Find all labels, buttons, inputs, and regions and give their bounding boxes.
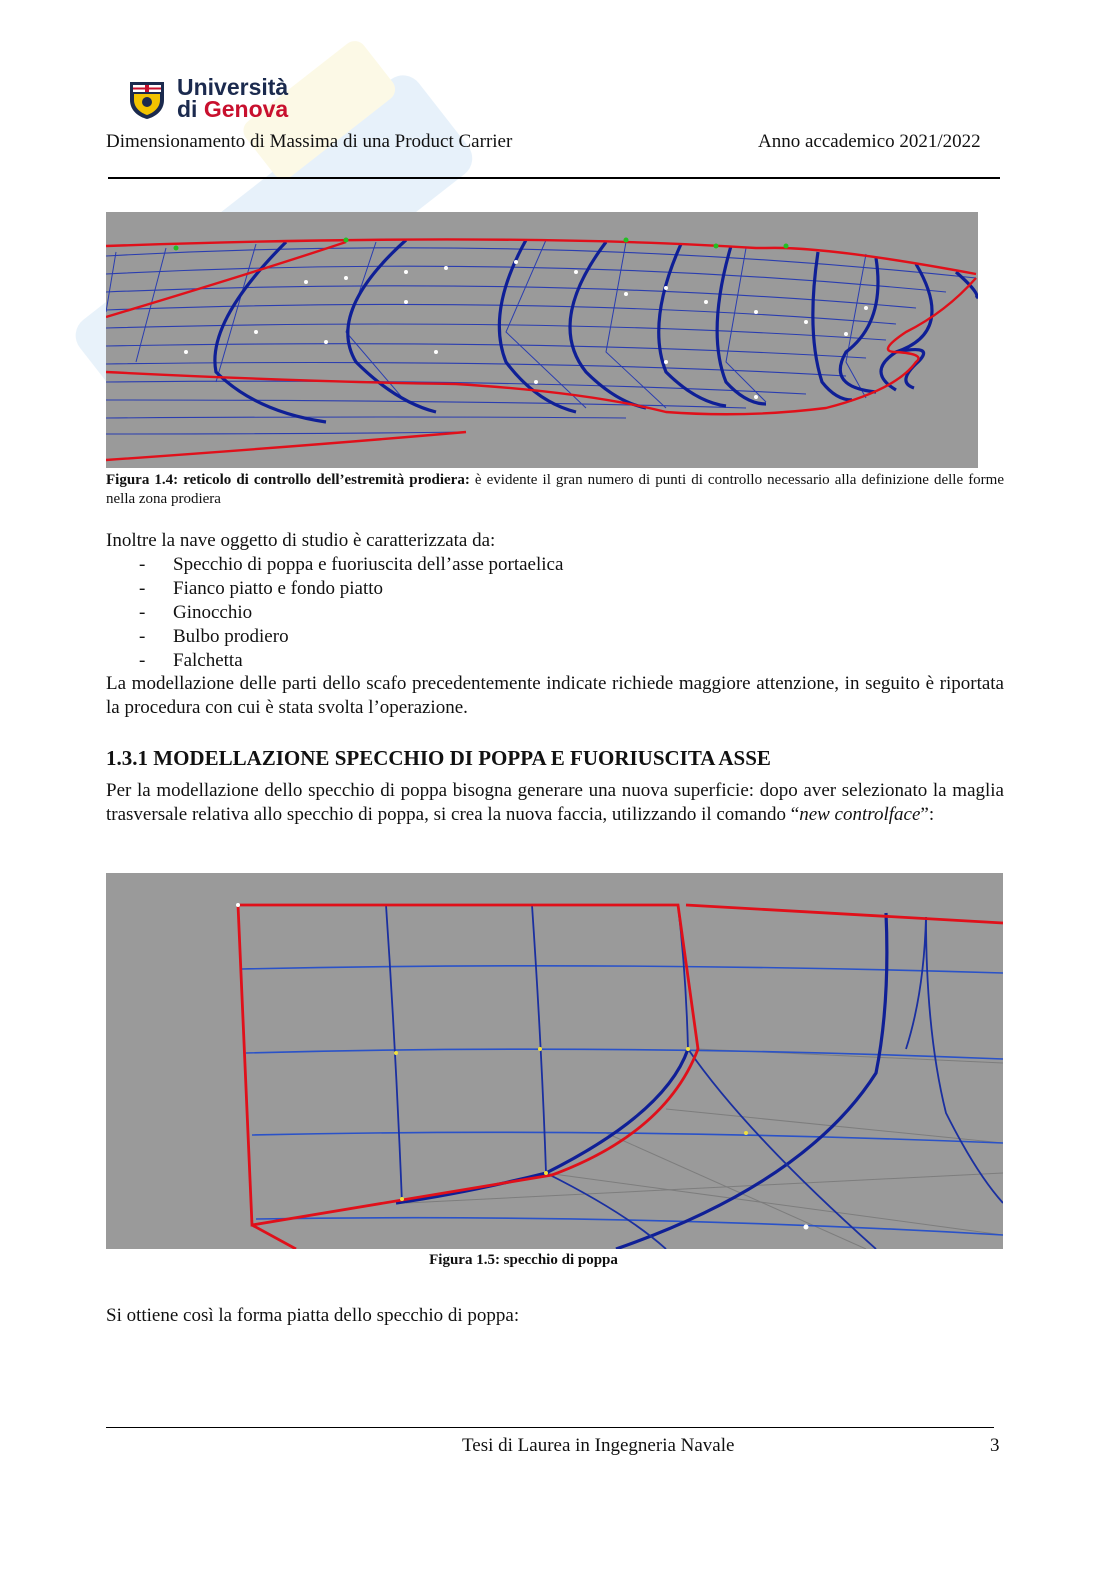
figure2-caption: Figura 1.5: specchio di poppa [429,1252,618,1268]
section-heading: 1.3.1 MODELLAZIONE SPECCHIO DI POPPA E FUORIUSCITA ASSE [106,746,771,770]
paragraph3-text: Per la modellazione dello specchio di poppa bisogna generare una nuova superficie: dopo aver selezionato la maglia trasversale relativa allo specchio di poppa, si crea la nuova faccia, utilizzando il comando “ [106,780,1004,825]
logo-text-di: di [177,96,204,122]
list-item-text: Bulbo prodiero [173,626,289,647]
figure-bow-control-net [106,212,978,468]
header-year: Anno accademico 2021/2022 [758,131,981,152]
figure-transom-stern [106,873,1003,1249]
logo-text-line1: Università [177,74,289,100]
list-bullet: - [139,554,146,575]
list-item [106,577,706,601]
features-list [106,553,706,673]
list-item [106,601,706,625]
figure1-caption [106,471,1004,509]
logo-text-genova: Genova [203,96,289,122]
header-divider [108,177,1000,179]
list-item-text: Ginocchio [173,602,253,623]
list-item-text: Specchio di poppa e fuoriuscita dell’asse portaelica [173,554,564,575]
list-item [106,553,706,577]
list-item-text: Falchetta [173,650,243,671]
body-paragraph-3 [106,779,1004,827]
logo-text-line2 [177,98,288,121]
header-title: Dimensionamento di Massima di una Product Carrier [106,131,513,152]
page-number: 3 [990,1435,1000,1456]
list-bullet: - [139,650,146,671]
list-bullet: - [139,578,146,599]
paragraph3-text-end: ”: [920,804,935,825]
university-shield-icon [128,80,166,120]
footer-text: Tesi di Laurea in Ingegneria Navale [462,1435,735,1456]
body-paragraph-2: La modellazione delle parti dello scafo precedentemente indicate richiede maggiore attenzione, in seguito è riportata la procedura con cui è stata svolta l’operazione. [106,673,1004,718]
list-item [106,649,706,673]
footer-divider [106,1427,994,1428]
list-bullet: - [139,602,146,623]
body-paragraph-4: Si ottiene così la forma piatta dello specchio di poppa: [106,1305,520,1326]
paragraph3-command: new controlface [799,804,921,825]
intro-paragraph: Inoltre la nave oggetto di studio è caratterizzata da: [106,530,496,551]
list-bullet: - [139,626,146,647]
list-item [106,625,706,649]
university-logo [128,74,328,124]
figure1-caption-text: è evidente il gran numero di punti di controllo necessario alla definizione delle forme nella zona prodiera [106,472,1005,507]
figure1-caption-label: Figura 1.4: reticolo di controllo dell’estremità prodiera: [106,472,470,488]
list-item-text: Fianco piatto e fondo piatto [173,578,384,599]
